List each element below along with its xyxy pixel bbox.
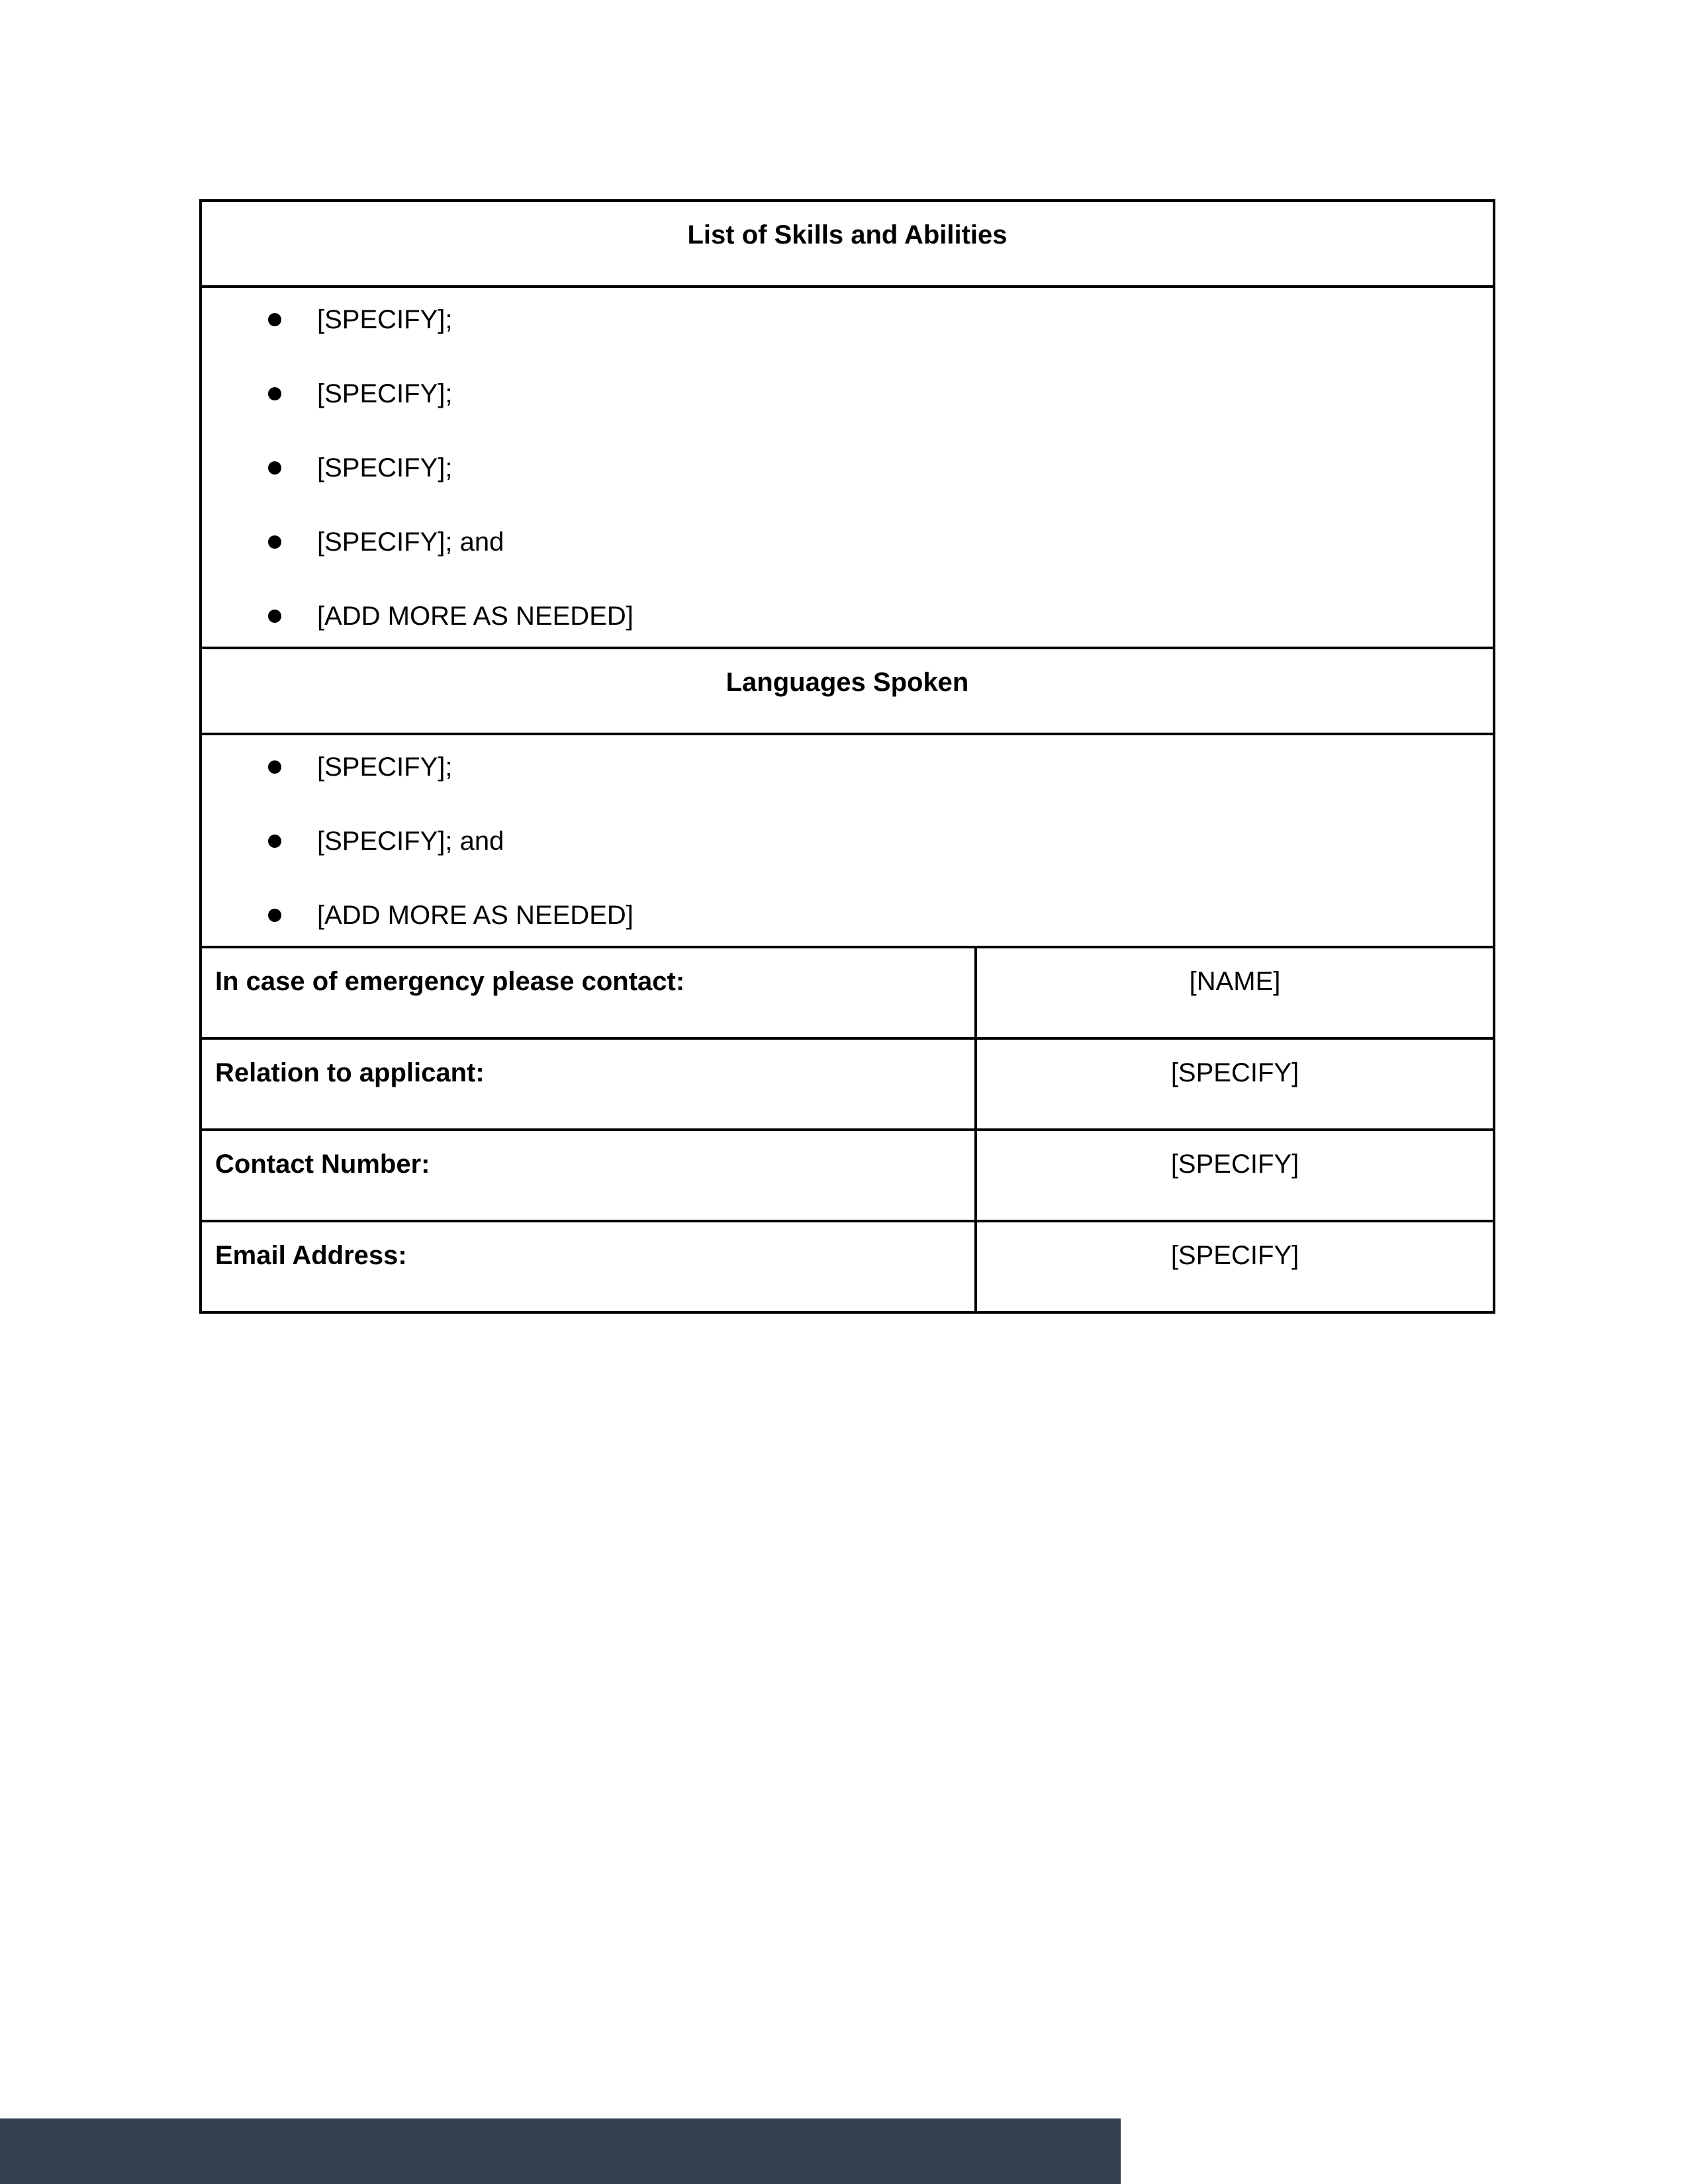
bullet-icon: [268, 461, 281, 475]
relation-value[interactable]: [SPECIFY]: [976, 1038, 1494, 1130]
skills-item-text: [SPECIFY]; and: [317, 527, 504, 557]
skills-item-text: [SPECIFY];: [317, 379, 453, 408]
relation-label: Relation to applicant:: [201, 1038, 976, 1130]
languages-item-text: [SPECIFY]; and: [317, 827, 504, 856]
skills-section-title: List of Skills and Abilities: [201, 201, 1494, 287]
bullet-icon: [268, 760, 281, 774]
application-form-table: [199, 199, 1495, 1314]
languages-list-item: [202, 817, 1493, 891]
emergency-contact-label: In case of emergency please contact:: [201, 947, 976, 1038]
skills-list-item: [202, 592, 1493, 641]
languages-list-cell: [201, 734, 1494, 947]
skills-item-text: [ADD MORE AS NEEDED]: [317, 602, 633, 631]
footer-bar: [0, 2118, 1121, 2184]
bullet-icon: [268, 909, 281, 922]
skills-list-row: [201, 287, 1494, 648]
email-address-row: [201, 1221, 1494, 1312]
languages-list-row: [201, 734, 1494, 947]
languages-list-item: [202, 743, 1493, 817]
skills-list-item: [202, 370, 1493, 444]
skills-list-cell: [201, 287, 1494, 648]
bullet-icon: [268, 313, 281, 326]
languages-section-title: Languages Spoken: [201, 648, 1494, 734]
skills-item-text: [SPECIFY];: [317, 453, 453, 482]
contact-number-label: Contact Number:: [201, 1130, 976, 1221]
skills-list-item: [202, 518, 1493, 592]
bullet-icon: [268, 835, 281, 848]
skills-list-item: [202, 444, 1493, 518]
relation-row: [201, 1038, 1494, 1130]
bullet-icon: [268, 535, 281, 549]
skills-item-text: [SPECIFY];: [317, 305, 453, 334]
emergency-contact-value[interactable]: [NAME]: [976, 947, 1494, 1038]
languages-item-text: [ADD MORE AS NEEDED]: [317, 901, 633, 930]
bullet-icon: [268, 387, 281, 400]
skills-header-row: [201, 201, 1494, 287]
email-address-label: Email Address:: [201, 1221, 976, 1312]
languages-list-item: [202, 891, 1493, 940]
skills-list-item: [202, 296, 1493, 370]
bullet-icon: [268, 610, 281, 623]
email-address-value[interactable]: [SPECIFY]: [976, 1221, 1494, 1312]
contact-number-row: [201, 1130, 1494, 1221]
languages-list: [202, 743, 1493, 940]
skills-list: [202, 296, 1493, 641]
emergency-contact-row: [201, 947, 1494, 1038]
languages-header-row: [201, 648, 1494, 734]
contact-number-value[interactable]: [SPECIFY]: [976, 1130, 1494, 1221]
languages-item-text: [SPECIFY];: [317, 752, 453, 782]
